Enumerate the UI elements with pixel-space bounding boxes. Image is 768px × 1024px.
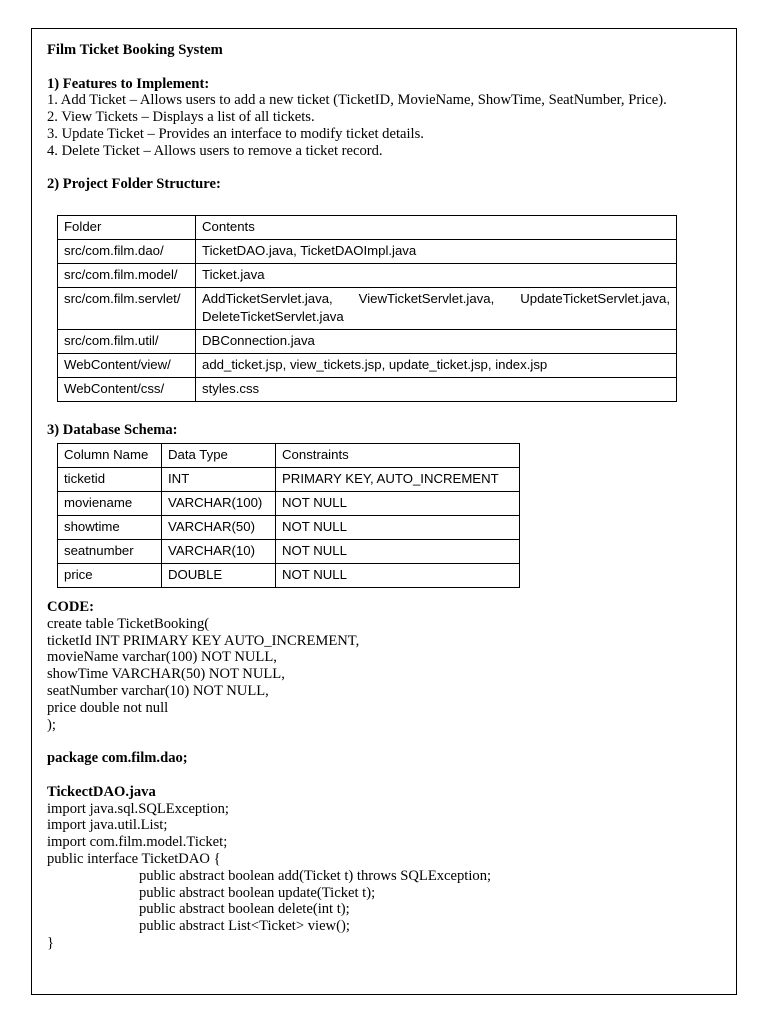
table-cell: src/com.film.model/ — [58, 264, 196, 288]
table-row — [58, 540, 520, 564]
table-cell: showtime — [58, 516, 162, 540]
file-name: TickectDAO.java — [47, 783, 156, 800]
table-header-cell: Folder — [58, 216, 196, 240]
table-cell: VARCHAR(50) — [162, 516, 276, 540]
table-cell: VARCHAR(10) — [162, 540, 276, 564]
table-header-row — [58, 444, 520, 468]
code-line: public interface TicketDAO { — [47, 850, 221, 867]
table-cell: seatnumber — [58, 540, 162, 564]
code-line: showTime VARCHAR(50) NOT NULL, — [47, 666, 285, 683]
table-cell: src/com.film.servlet/ — [58, 288, 196, 330]
code-line: public abstract boolean update(Ticket t); — [139, 884, 376, 901]
table-cell: src/com.film.dao/ — [58, 240, 196, 264]
table-row — [58, 378, 677, 402]
features-heading: 1) Features to Implement: — [47, 75, 210, 92]
table-cell: DBConnection.java — [196, 330, 677, 354]
table-cell: ticketid — [58, 468, 162, 492]
feature-item: 4. Delete Ticket – Allows users to remove a ticket record. — [47, 142, 383, 159]
table-cell: DOUBLE — [162, 564, 276, 588]
code-line: } — [47, 934, 55, 951]
table-row — [58, 288, 677, 330]
code-line: ticketId INT PRIMARY KEY AUTO_INCREMENT, — [47, 632, 360, 649]
table-row — [58, 240, 677, 264]
code-line: import java.sql.SQLException; — [47, 800, 229, 817]
table-row — [58, 564, 520, 588]
table-cell: WebContent/view/ — [58, 354, 196, 378]
code-line: public abstract boolean delete(int t); — [139, 901, 350, 918]
table-cell: NOT NULL — [276, 540, 520, 564]
table-cell: price — [58, 564, 162, 588]
table-cell: PRIMARY KEY, AUTO_INCREMENT — [276, 468, 520, 492]
feature-item: 1. Add Ticket – Allows users to add a new ticket (TicketID, MovieName, ShowTime, SeatNumber, Price). — [47, 92, 667, 109]
code-section — [47, 599, 491, 952]
table-cell: moviename — [58, 492, 162, 516]
table-row — [58, 330, 677, 354]
code-line: public abstract List<Ticket> view(); — [139, 918, 350, 935]
table-cell: INT — [162, 468, 276, 492]
table-header-cell: Data Type — [162, 444, 276, 468]
table-cell: WebContent/css/ — [58, 378, 196, 402]
table-header-row — [58, 216, 677, 240]
table-cell: NOT NULL — [276, 564, 520, 588]
schema-heading: 3) Database Schema: — [47, 422, 178, 438]
code-line: create table TicketBooking( — [47, 615, 210, 632]
code-line: import java.util.List; — [47, 817, 168, 834]
table-header-cell: Contents — [196, 216, 677, 240]
code-line: price double not null — [47, 699, 169, 716]
schema-section — [47, 422, 717, 439]
table-cell: AddTicketServlet.java, ViewTicketServlet.java, UpdateTicketServlet.java, DeleteTicketServlet.java — [196, 288, 677, 330]
code-line: movieName varchar(100) NOT NULL, — [47, 649, 277, 666]
code-line: ); — [47, 716, 56, 733]
table-cell: NOT NULL — [276, 492, 520, 516]
table-cell: src/com.film.util/ — [58, 330, 196, 354]
document-body — [47, 42, 717, 193]
table-row — [58, 468, 520, 492]
table-cell: VARCHAR(100) — [162, 492, 276, 516]
table-cell: Ticket.java — [196, 264, 677, 288]
code-line: public abstract boolean add(Ticket t) throws SQLException; — [139, 867, 492, 884]
package-line: package com.film.dao; — [47, 750, 188, 767]
table-row — [58, 516, 520, 540]
table-header-cell: Column Name — [58, 444, 162, 468]
table-header-cell: Constraints — [276, 444, 520, 468]
table-row — [58, 492, 520, 516]
code-line: seatNumber varchar(10) NOT NULL, — [47, 682, 269, 699]
feature-item: 3. Update Ticket – Provides an interface to modify ticket details. — [47, 125, 424, 142]
table-cell: TicketDAO.java, TicketDAOImpl.java — [196, 240, 677, 264]
table-row — [58, 354, 677, 378]
table-cell: styles.css — [196, 378, 677, 402]
folder-structure-heading: 2) Project Folder Structure: — [47, 176, 221, 193]
code-heading: CODE: — [47, 599, 95, 615]
feature-item: 2. View Tickets – Displays a list of all tickets. — [47, 109, 315, 126]
table-cell: NOT NULL — [276, 516, 520, 540]
table-row — [58, 264, 677, 288]
document-title: Film Ticket Booking System — [47, 42, 223, 58]
folder-structure-table — [57, 215, 677, 402]
code-line: import com.film.model.Ticket; — [47, 834, 228, 851]
table-cell: add_ticket.jsp, view_tickets.jsp, update_ticket.jsp, index.jsp — [196, 354, 677, 378]
database-schema-table — [57, 443, 520, 588]
